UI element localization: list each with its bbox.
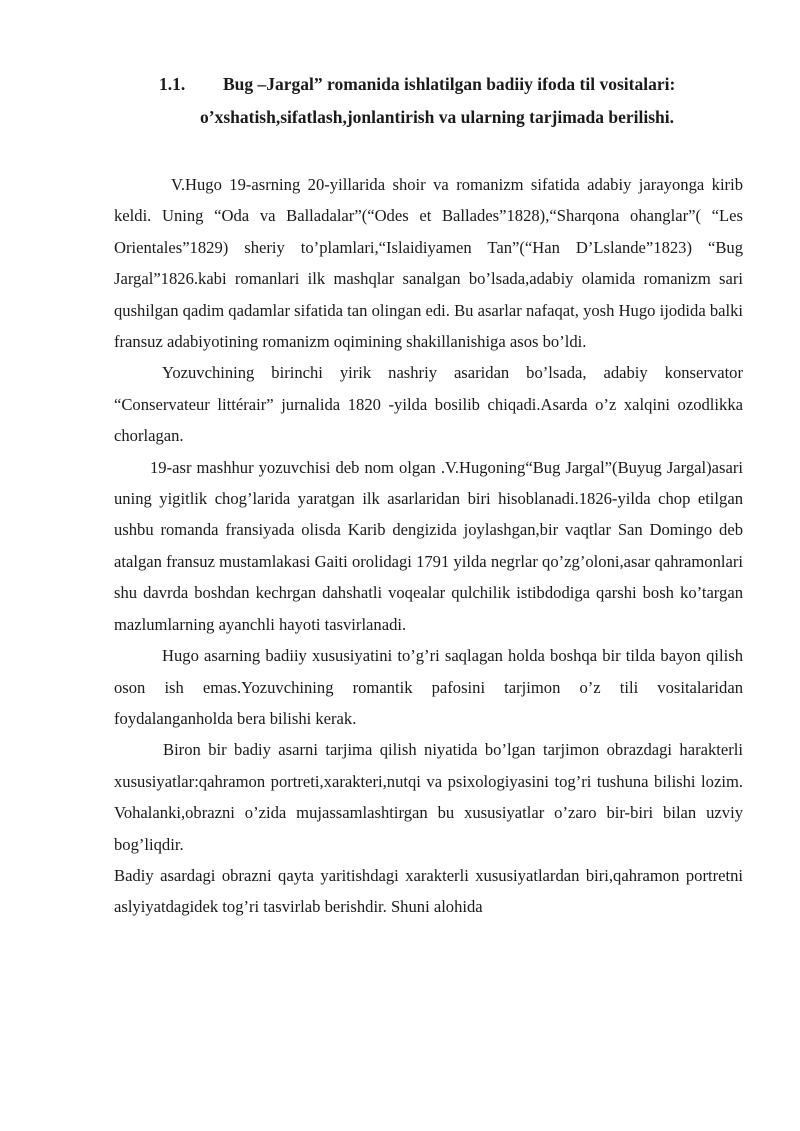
paragraph-translator-task: Biron bir badiy asarni tarjima qilish niyatida bo’lgan tarjimon obrazdagi harakterli xususiyatlar:qahramon portreti,xarakteri,nutqi va psixologiyasini tog’ri tushuna bilishi lozim. Vohalanki,obrazni o’zida mujassamlashtirgan bu xususiyatlar o’zaro bir-biri bilan uzviy bog’liqdir. — [114, 740, 743, 854]
section-heading-line-1 — [0, 68, 800, 101]
section-number: 1.1. — [159, 74, 186, 94]
paragraph-translation-difficulty: Hugo asarning badiiy xususiyatini to’g’ri saqlagan holda boshqa bir tilda bayon qilish oson ish emas.Yozuvchining romantik pafosini tarjimon o’z tili vositalaridan foydalanganholda bera bilishi kerak. — [114, 646, 743, 728]
section-title-part-1: Bug –Jargal” romanida ishlatilgan badiiy ifoda til vositalari: — [223, 74, 676, 94]
paragraph-portrait: Badiy asardagi obrazni qayta yaritishdagi xarakterli xususiyatlardan biri,qahramon portretni aslyiyatdagidek tog’ri tasvirlab berishdir. Shuni alohida — [114, 865, 743, 917]
paragraph-bug-jargal: 19-asr mashhur yozuvchisi deb nom olgan .V.Hugoning“Bug Jargal”(Buyug Jargal)asari uning yigitlik chog’larida yaratgan ilk asarlaridan biri hisoblanadi.1826-yilda chop etilgan ushbu romanda fransiyada olisda Karib dengizida joylashgan,bir vaqtlar San Domingo deb atalgan fransuz mustamlakasi Gaiti orolidagi 1791 yilda negrlar qo’zg’oloni,asar qahramonlari shu davrda boshdan kechrgan dahshatli voqealar qulchilik istibdodiga qarshi bosh ko’targan mazlumlarning ayanchli hayoti tasvirlanadi. — [114, 457, 743, 634]
paragraph-hugo-intro: V.Hugo 19-asrning 20-yillarida shoir va romanizm sifatida adabiy jarayonga kirib keldi. Uning “Oda va Balladalar”(“Odes et Ballades”1828),“Sharqona ohanglar”( “Les Orientales”1829) sheriy to’plamlari,“Islaidiyamen Tan”(“Han D’Lslande”1823) “Bug Jargal”1826.kabi romanlari ilk mashqlar sanalgan bo’lsada,adabiy olamida romanizm sari qushilgan qadim qadamlar sifatida tan olingan edi. Bu asarlar nafaqat, yosh Hugo ijodida balki fransuz adabiyotining romanizm oqimining shakillanishiga asos bo’ldi. — [114, 175, 744, 352]
section-title-part-2: o’xshatish,sifatlash,jonlantirish va ularning tarjimada berilishi. — [200, 107, 675, 127]
section-heading — [0, 68, 800, 134]
body-text — [114, 169, 743, 923]
paragraph-first-work: Yozuvchining birinchi yirik nashriy asaridan bo’lsada, adabiy konservator “Conservateur littérair” jurnalida 1820 -yilda bosilib chiqadi.Asarda o’z xalqini ozodlikka chorlagan. — [114, 363, 743, 446]
